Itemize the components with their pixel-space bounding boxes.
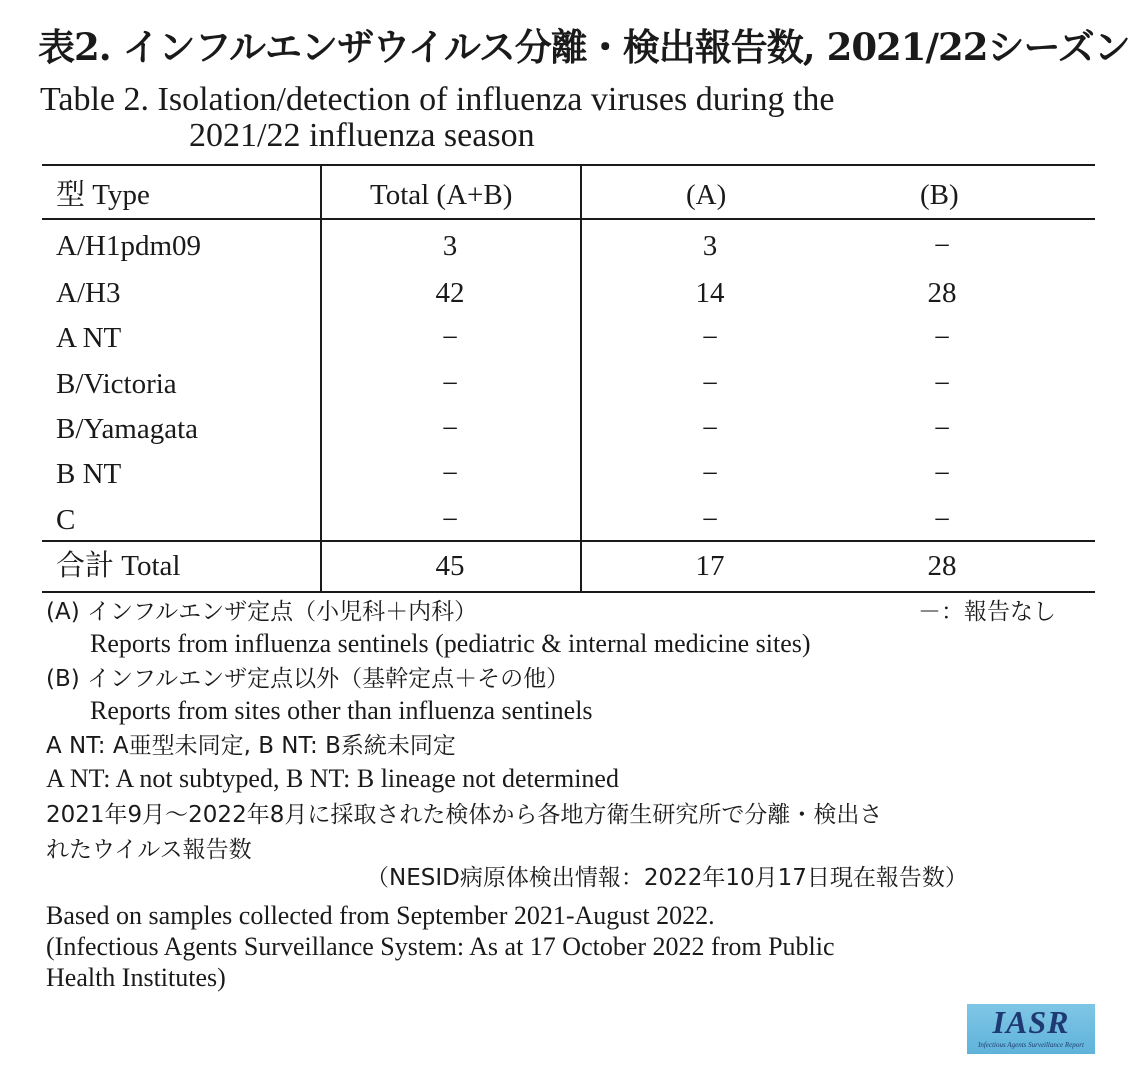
row-b-value: −	[933, 230, 951, 262]
note-a-en: Reports from influenza sentinels (pediatric & internal medicine sites)	[90, 629, 811, 658]
note-dash-legend: －：報告なし	[918, 599, 1056, 625]
note-period-ja-1: 2021年9月～2022年8月に採取された検体から各地方衛生研究所で分離・検出さ	[46, 802, 883, 828]
row-b-value: −	[933, 368, 951, 400]
row-type: B NT	[56, 458, 122, 490]
header-divider	[42, 218, 1095, 220]
note-period-ja-2: れたウイルス報告数	[46, 837, 252, 863]
logo-sub-text: Infectious Agents Surveillance Report	[978, 1041, 1084, 1049]
row-b-value: −	[933, 458, 951, 490]
row-total-value: −	[441, 368, 459, 400]
row-total-value: −	[441, 504, 459, 536]
row-a-value: −	[701, 322, 719, 354]
note-b-en: Reports from sites other than influenza sentinels	[90, 696, 593, 725]
row-type: B/Yamagata	[56, 413, 199, 445]
row-total-value: 42	[435, 277, 465, 309]
row-type: A/H3	[56, 277, 121, 309]
note-source-ja: （NESID病原体検出情報：2022年10月17日現在報告数）	[366, 865, 968, 891]
row-b-value: −	[933, 504, 951, 536]
row-total-value: 3	[442, 230, 458, 262]
note-source-en-2: Health Institutes)	[46, 963, 226, 992]
header-b: (B)	[920, 179, 959, 211]
title-english-line2: 2021/22 influenza season	[189, 117, 535, 154]
header-total: Total (A+B)	[370, 179, 513, 211]
total-label: 合計 Total	[56, 550, 181, 582]
note-a-ja: (A) インフルエンザ定点（小児科＋内科）	[46, 599, 478, 625]
row-total-value: −	[441, 322, 459, 354]
row-type: A/H1pdm09	[56, 230, 201, 262]
note-b-ja: (B) インフルエンザ定点以外（基幹定点＋その他）	[46, 666, 570, 692]
row-b-value: −	[933, 322, 951, 354]
row-a-value: 14	[695, 277, 725, 309]
note-nt-en: A NT: A not subtyped, B NT: B lineage not determined	[46, 764, 619, 793]
total-total: 45	[435, 550, 465, 582]
iasr-logo	[967, 1004, 1095, 1054]
header-a: (A)	[686, 179, 727, 211]
row-a-value: 3	[702, 230, 718, 262]
total-a: 17	[695, 550, 725, 582]
virus-table	[42, 164, 1095, 593]
total-b: 28	[927, 550, 957, 582]
total-divider	[42, 540, 1095, 542]
row-a-value: −	[701, 504, 719, 536]
logo-main-text: IASR	[992, 1004, 1070, 1040]
row-type: A NT	[56, 322, 122, 354]
row-a-value: −	[701, 368, 719, 400]
title-japanese: 表2. インフルエンザウイルス分離・検出報告数, 2021/22シーズン	[38, 25, 1130, 69]
row-b-value: −	[933, 413, 951, 445]
row-type: B/Victoria	[56, 368, 177, 400]
row-total-value: −	[441, 413, 459, 445]
row-b-value: 28	[927, 277, 957, 309]
note-source-en-1: (Infectious Agents Surveillance System: As at 17 October 2022 from Public	[46, 932, 835, 961]
note-nt-ja: A NT: A亜型未同定, B NT: B系統未同定	[46, 733, 456, 759]
row-type: C	[56, 504, 76, 536]
column-divider	[320, 166, 322, 591]
title-english-line1: Table 2. Isolation/detection of influenza viruses during the	[40, 81, 835, 118]
row-total-value: −	[441, 458, 459, 490]
row-a-value: −	[701, 413, 719, 445]
header-type: 型 Type	[56, 179, 150, 211]
row-a-value: −	[701, 458, 719, 490]
note-based-en: Based on samples collected from September 2021-August 2022.	[46, 901, 715, 930]
column-divider	[580, 166, 582, 591]
